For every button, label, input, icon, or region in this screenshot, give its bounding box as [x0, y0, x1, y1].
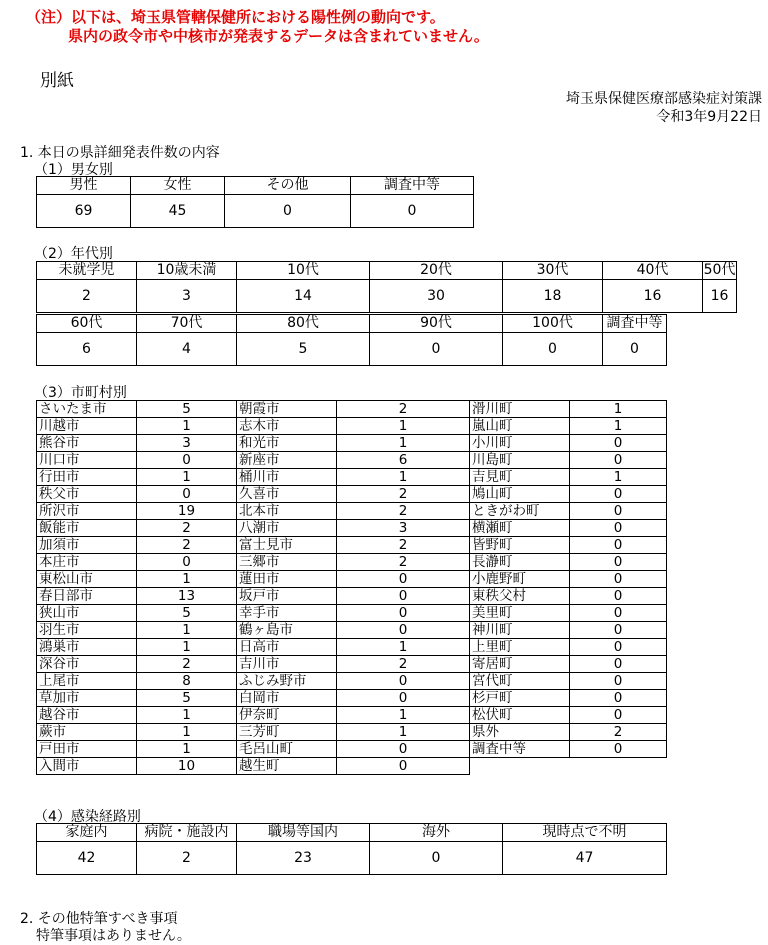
municipality-count-cell: 1 [337, 418, 470, 435]
page-title: 別紙 [40, 71, 74, 91]
age-header-cell: 100代 [503, 315, 603, 333]
municipality-name-cell: 白岡市 [237, 690, 337, 707]
table-row [37, 435, 667, 452]
municipality-name-cell: 滑川町 [470, 401, 570, 418]
route-header-cell: 家庭内 [37, 824, 137, 842]
municipality-name-cell: 鳩山町 [470, 486, 570, 503]
municipality-count-cell: 0 [337, 571, 470, 588]
table-row [37, 588, 667, 605]
table-row [37, 639, 667, 656]
municipality-name-cell: ときがわ町 [470, 503, 570, 520]
municipality-count-cell: 2 [337, 503, 470, 520]
section-2-text: 特筆事項はありません。 [36, 928, 191, 944]
table-row [37, 469, 667, 486]
age-value-cell: 16 [603, 280, 703, 313]
municipality-count-cell: 13 [137, 588, 237, 605]
municipality-count-cell: 0 [337, 741, 470, 758]
municipality-count-cell: 0 [137, 486, 237, 503]
route-table [36, 823, 667, 875]
municipality-name-cell: 上尾市 [37, 673, 137, 690]
municipality-name-cell: 宮代町 [470, 673, 570, 690]
municipality-name-cell: 三郷市 [237, 554, 337, 571]
municipality-name-cell: 長瀞町 [470, 554, 570, 571]
municipality-count-cell: 1 [137, 639, 237, 656]
age-header-cell: 未就学児 [37, 262, 137, 280]
municipality-count-cell [570, 758, 667, 775]
age-value-cell: 0 [503, 333, 603, 366]
age-value-cell: 16 [703, 280, 737, 313]
municipality-count-cell: 2 [337, 656, 470, 673]
municipality-count-cell: 2 [570, 724, 667, 741]
municipality-count-cell: 1 [570, 418, 667, 435]
municipality-count-cell: 3 [337, 520, 470, 537]
municipality-name-cell: 横瀬町 [470, 520, 570, 537]
municipality-count-cell: 0 [337, 588, 470, 605]
age-value-cell: 3 [137, 280, 237, 313]
municipality-count-cell: 1 [337, 435, 470, 452]
municipality-table [36, 400, 667, 775]
municipality-count-cell: 0 [570, 571, 667, 588]
section-2-heading: 2. その他特筆すべき事項 [20, 911, 178, 927]
municipality-name-cell: 深谷市 [37, 656, 137, 673]
municipality-count-cell: 19 [137, 503, 237, 520]
municipality-count-cell: 0 [570, 452, 667, 469]
municipality-name-cell: 美里町 [470, 605, 570, 622]
table-row [37, 707, 667, 724]
table-row [37, 520, 667, 537]
age-header-cell: 50代 [703, 262, 736, 278]
municipality-count-cell: 0 [570, 605, 667, 622]
municipality-name-cell: 越谷市 [37, 707, 137, 724]
municipality-count-cell: 1 [137, 741, 237, 758]
municipality-name-cell: 吉川市 [237, 656, 337, 673]
age-value-cell: 30 [370, 280, 503, 313]
route-heading: （4）感染経路別 [34, 809, 141, 825]
municipality-name-cell: 羽生市 [37, 622, 137, 639]
municipality-count-cell: 2 [337, 486, 470, 503]
age-value-row-2 [37, 333, 667, 366]
municipality-name-cell: さいたま市 [37, 401, 137, 418]
route-value-cell: 42 [37, 842, 137, 875]
municipality-count-cell: 1 [337, 469, 470, 486]
table-row [37, 401, 667, 418]
municipality-count-cell: 0 [570, 486, 667, 503]
table-row [37, 452, 667, 469]
age-header-cell: 20代 [370, 262, 503, 280]
municipality-name-cell: 東秩父村 [470, 588, 570, 605]
age-value-cell: 2 [37, 280, 137, 313]
route-value-cell: 2 [137, 842, 237, 875]
municipality-count-cell: 1 [137, 622, 237, 639]
age-table-2 [36, 314, 667, 366]
municipality-name-cell: 蕨市 [37, 724, 137, 741]
municipality-count-cell: 1 [137, 571, 237, 588]
municipality-name-cell: 和光市 [237, 435, 337, 452]
sex-value-cell: 0 [225, 195, 351, 228]
municipality-name-cell: 神川町 [470, 622, 570, 639]
municipality-name-cell: 幸手市 [237, 605, 337, 622]
age-value-cell: 0 [370, 333, 503, 366]
municipality-name-cell: 皆野町 [470, 537, 570, 554]
municipality-name-cell: 伊奈町 [237, 707, 337, 724]
age-table [36, 261, 737, 313]
municipality-name-cell: 狭山市 [37, 605, 137, 622]
route-value-cell: 0 [370, 842, 503, 875]
municipality-count-cell: 2 [137, 520, 237, 537]
sex-value-cell: 45 [131, 195, 225, 228]
municipality-count-cell: 0 [570, 588, 667, 605]
age-header-cell: 10代 [237, 262, 370, 280]
age-value-cell: 14 [237, 280, 370, 313]
municipality-name-cell: 越生町 [237, 758, 337, 775]
municipality-count-cell: 0 [570, 673, 667, 690]
municipality-count-cell: 5 [137, 690, 237, 707]
municipality-count-cell: 2 [337, 401, 470, 418]
municipality-name-cell: 秩父市 [37, 486, 137, 503]
age-header-cell: 調査中等 [603, 315, 667, 333]
municipality-count-cell: 8 [137, 673, 237, 690]
municipality-count-cell: 0 [337, 758, 470, 775]
municipality-count-cell: 2 [337, 537, 470, 554]
municipality-name-cell: 川島町 [470, 452, 570, 469]
sex-value-row [37, 195, 474, 228]
municipality-name-cell: 志木市 [237, 418, 337, 435]
municipality-count-cell: 2 [137, 656, 237, 673]
municipality-count-cell: 5 [137, 401, 237, 418]
municipality-name-cell: 新座市 [237, 452, 337, 469]
route-header-cell: 現時点で不明 [503, 824, 667, 842]
table-row [37, 554, 667, 571]
disclaimer-line-2: 県内の政令市や中核市が発表するデータは含まれていません。 [68, 27, 489, 45]
municipality-name-cell: 毛呂山町 [237, 741, 337, 758]
age-value-cell: 4 [137, 333, 237, 366]
table-row [37, 571, 667, 588]
age-header-cell: 80代 [237, 315, 370, 333]
municipality-count-cell: 5 [137, 605, 237, 622]
age-header-cell: 10歳未満 [137, 262, 237, 280]
age-header-cell: 70代 [137, 315, 237, 333]
age-header-cell: 90代 [370, 315, 503, 333]
municipality-name-cell: 吉見町 [470, 469, 570, 486]
municipality-count-cell: 1 [137, 469, 237, 486]
age-value-cell: 18 [503, 280, 603, 313]
route-header-cell: 職場等国内 [237, 824, 370, 842]
municipality-count-cell: 0 [570, 656, 667, 673]
municipality-count-cell: 0 [570, 503, 667, 520]
table-row [37, 486, 667, 503]
age-header-cell: 30代 [503, 262, 603, 280]
municipality-name-cell: 熊谷市 [37, 435, 137, 452]
municipality-count-cell: 0 [337, 690, 470, 707]
municipality-name-cell: 八潮市 [237, 520, 337, 537]
table-row [37, 724, 667, 741]
municipality-name-cell: 小川町 [470, 435, 570, 452]
municipality-count-cell: 1 [337, 639, 470, 656]
municipality-count-cell: 0 [137, 452, 237, 469]
municipality-count-cell: 1 [570, 401, 667, 418]
municipality-name-cell: 桶川市 [237, 469, 337, 486]
municipality-name-cell: 小鹿野町 [470, 571, 570, 588]
municipality-name-cell: 嵐山町 [470, 418, 570, 435]
table-row [37, 656, 667, 673]
municipality-count-cell: 0 [570, 520, 667, 537]
municipality-count-cell: 2 [137, 537, 237, 554]
municipality-count-cell: 0 [337, 605, 470, 622]
sex-heading: （1）男女別 [34, 162, 113, 178]
municipality-name-cell: ふじみ野市 [237, 673, 337, 690]
table-row [37, 673, 667, 690]
municipality-name-cell: 久喜市 [237, 486, 337, 503]
age-header-cell: 60代 [37, 315, 137, 333]
municipality-name-cell: 三芳町 [237, 724, 337, 741]
municipality-count-cell: 1 [137, 724, 237, 741]
municipality-count-cell: 0 [570, 707, 667, 724]
sex-value-cell: 69 [37, 195, 131, 228]
disclaimer-line-1: （注）以下は、埼玉県管轄保健所における陽性例の動向です。 [26, 8, 445, 26]
municipality-count-cell: 0 [570, 435, 667, 452]
municipality-count-cell: 0 [570, 554, 667, 571]
municipality-count-cell: 0 [337, 673, 470, 690]
municipality-count-cell: 0 [337, 622, 470, 639]
municipality-count-cell: 1 [337, 724, 470, 741]
route-value-cell: 23 [237, 842, 370, 875]
municipality-count-cell: 0 [137, 554, 237, 571]
municipality-name-cell: 川越市 [37, 418, 137, 435]
municipality-count-cell: 1 [137, 418, 237, 435]
sex-header-row [37, 177, 474, 195]
route-value-row [37, 842, 667, 875]
section-1-heading: 1. 本日の県詳細発表件数の内容 [20, 145, 220, 161]
table-row [37, 690, 667, 707]
route-value-cell: 47 [503, 842, 667, 875]
sex-value-cell: 0 [351, 195, 474, 228]
municipality-name-cell: 東松山市 [37, 571, 137, 588]
municipality-count-cell: 0 [570, 537, 667, 554]
municipality-name-cell: 戸田市 [37, 741, 137, 758]
sex-header-cell: 女性 [131, 177, 225, 195]
table-row [37, 741, 667, 758]
municipality-count-cell: 1 [337, 707, 470, 724]
municipality-name-cell: 日高市 [237, 639, 337, 656]
age-header-cell: 40代 [603, 262, 703, 280]
municipality-count-cell: 1 [137, 707, 237, 724]
sex-header-cell: 調査中等 [351, 177, 474, 195]
municipality-name-cell: 本庄市 [37, 554, 137, 571]
municipality-name-cell: 川口市 [37, 452, 137, 469]
municipality-name-cell: 松伏町 [470, 707, 570, 724]
municipality-name-cell: 富士見市 [237, 537, 337, 554]
sex-header-cell: 男性 [37, 177, 131, 195]
table-row [37, 622, 667, 639]
municipality-count-cell: 0 [570, 741, 667, 758]
age-heading: （2）年代別 [34, 246, 113, 262]
municipality-name-cell: 春日部市 [37, 588, 137, 605]
muni-heading: （3）市町村別 [34, 385, 127, 401]
municipality-name-cell: 草加市 [37, 690, 137, 707]
municipality-name-cell: 行田市 [37, 469, 137, 486]
municipality-name-cell: 所沢市 [37, 503, 137, 520]
table-row [37, 758, 667, 775]
municipality-name-cell: 寄居町 [470, 656, 570, 673]
route-header-cell: 海外 [370, 824, 503, 842]
route-header-cell: 病院・施設内 [137, 824, 237, 842]
municipality-name-cell: 杉戸町 [470, 690, 570, 707]
issue-date: 令和3年9月22日 [656, 109, 762, 125]
municipality-count-cell: 1 [570, 469, 667, 486]
municipality-count-cell: 0 [570, 622, 667, 639]
sex-header-cell: その他 [225, 177, 351, 195]
municipality-name-cell: 朝霞市 [237, 401, 337, 418]
municipality-count-cell: 3 [137, 435, 237, 452]
issuer-org: 埼玉県保健医療部感染症対策課 [566, 91, 762, 107]
municipality-name-cell: 北本市 [237, 503, 337, 520]
municipality-name-cell: 坂戸市 [237, 588, 337, 605]
table-row [37, 418, 667, 435]
municipality-name-cell: 上里町 [470, 639, 570, 656]
age-value-cell: 6 [37, 333, 137, 366]
table-row [37, 605, 667, 622]
route-header-row [37, 824, 667, 842]
municipality-name-cell: 鶴ヶ島市 [237, 622, 337, 639]
age-header-row-1 [37, 262, 737, 280]
municipality-count-cell: 2 [337, 554, 470, 571]
age-header-row-2 [37, 315, 667, 333]
table-row [37, 503, 667, 520]
disclaimer-note [26, 8, 489, 46]
sex-table [36, 176, 474, 228]
municipality-name-cell: 入間市 [37, 758, 137, 775]
municipality-name-cell: 飯能市 [37, 520, 137, 537]
age-value-row-1 [37, 280, 737, 313]
municipality-name-cell: 蓮田市 [237, 571, 337, 588]
age-value-cell: 0 [603, 333, 667, 366]
municipality-name-cell: 加須市 [37, 537, 137, 554]
municipality-name-cell: 鴻巣市 [37, 639, 137, 656]
municipality-name-cell [470, 758, 570, 775]
municipality-count-cell: 0 [570, 639, 667, 656]
age-value-cell: 5 [237, 333, 370, 366]
municipality-count-cell: 0 [570, 690, 667, 707]
municipality-name-cell: 県外 [470, 724, 570, 741]
municipality-name-cell: 調査中等 [470, 741, 570, 758]
issuer-block [566, 90, 762, 126]
table-row [37, 537, 667, 554]
municipality-count-cell: 10 [137, 758, 237, 775]
municipality-count-cell: 6 [337, 452, 470, 469]
